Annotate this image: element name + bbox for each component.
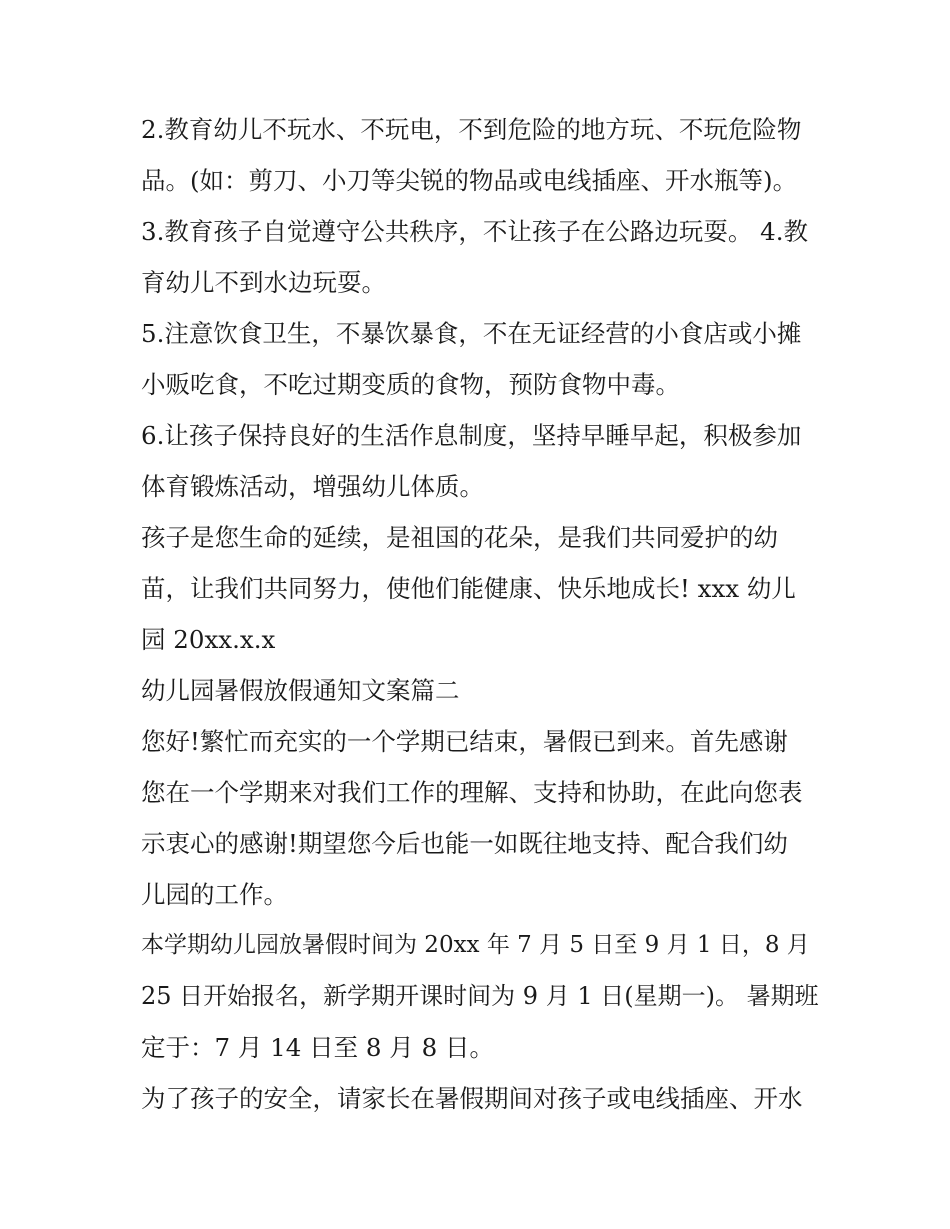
text-line: 您在一个学期来对我们工作的理解、支持和协助，在此向您表 <box>141 778 803 807</box>
text-line: 儿园的工作。 <box>141 880 288 909</box>
text-line: 示衷心的感谢!期望您今后也能一如既往地支持、配合我们幼 <box>141 829 788 858</box>
text-line: 小贩吃食，不吃过期变质的食物，预防食物中毒。 <box>141 370 680 399</box>
text-line: 园 20xx.x.x <box>141 625 276 654</box>
text-line: 育幼儿不到水边玩耍。 <box>141 268 386 297</box>
text-line: 体育锻炼活动，增强幼儿体质。 <box>141 472 484 501</box>
section-heading: 幼儿园暑假放假通知文案篇二 <box>141 676 460 705</box>
text-line: 2.教育幼儿不玩水、不玩电，不到危险的地方玩、不玩危险物 <box>141 115 802 144</box>
text-line: 25 日开始报名，新学期开课时间为 9 月 1 日(星期一)。 暑期班 <box>141 982 819 1010</box>
text-line: 为了孩子的安全，请家长在暑假期间对孩子或电线插座、开水 <box>141 1084 803 1113</box>
text-line: 3.教育孩子自觉遵守公共秩序，不让孩子在公路边玩耍。 4.教 <box>141 217 809 246</box>
text-line: 孩子是您生命的延续，是祖国的花朵，是我们共同爱护的幼 <box>141 523 778 552</box>
text-line: 定于：7 月 14 日至 8 月 8 日。 <box>141 1033 494 1062</box>
text-line: 品。(如：剪刀、小刀等尖锐的物品或电线插座、开水瓶等)。 <box>141 166 798 195</box>
text-line: 您好!繁忙而充实的一个学期已结束，暑假已到来。首先感谢 <box>141 727 788 756</box>
text-line: 苗，让我们共同努力，使他们能健康、快乐地成长! xxx 幼儿 <box>141 574 796 603</box>
text-line: 6.让孩子保持良好的生活作息制度，坚持早睡早起，积极参加 <box>141 421 802 450</box>
text-line: 5.注意饮食卫生，不暴饮暴食，不在无证经营的小食店或小摊 <box>141 319 802 348</box>
document-body <box>141 104 821 1124</box>
text-line: 本学期幼儿园放暑假时间为 20xx 年 7 月 5 日至 9 月 1 日，8 月 <box>141 932 810 958</box>
